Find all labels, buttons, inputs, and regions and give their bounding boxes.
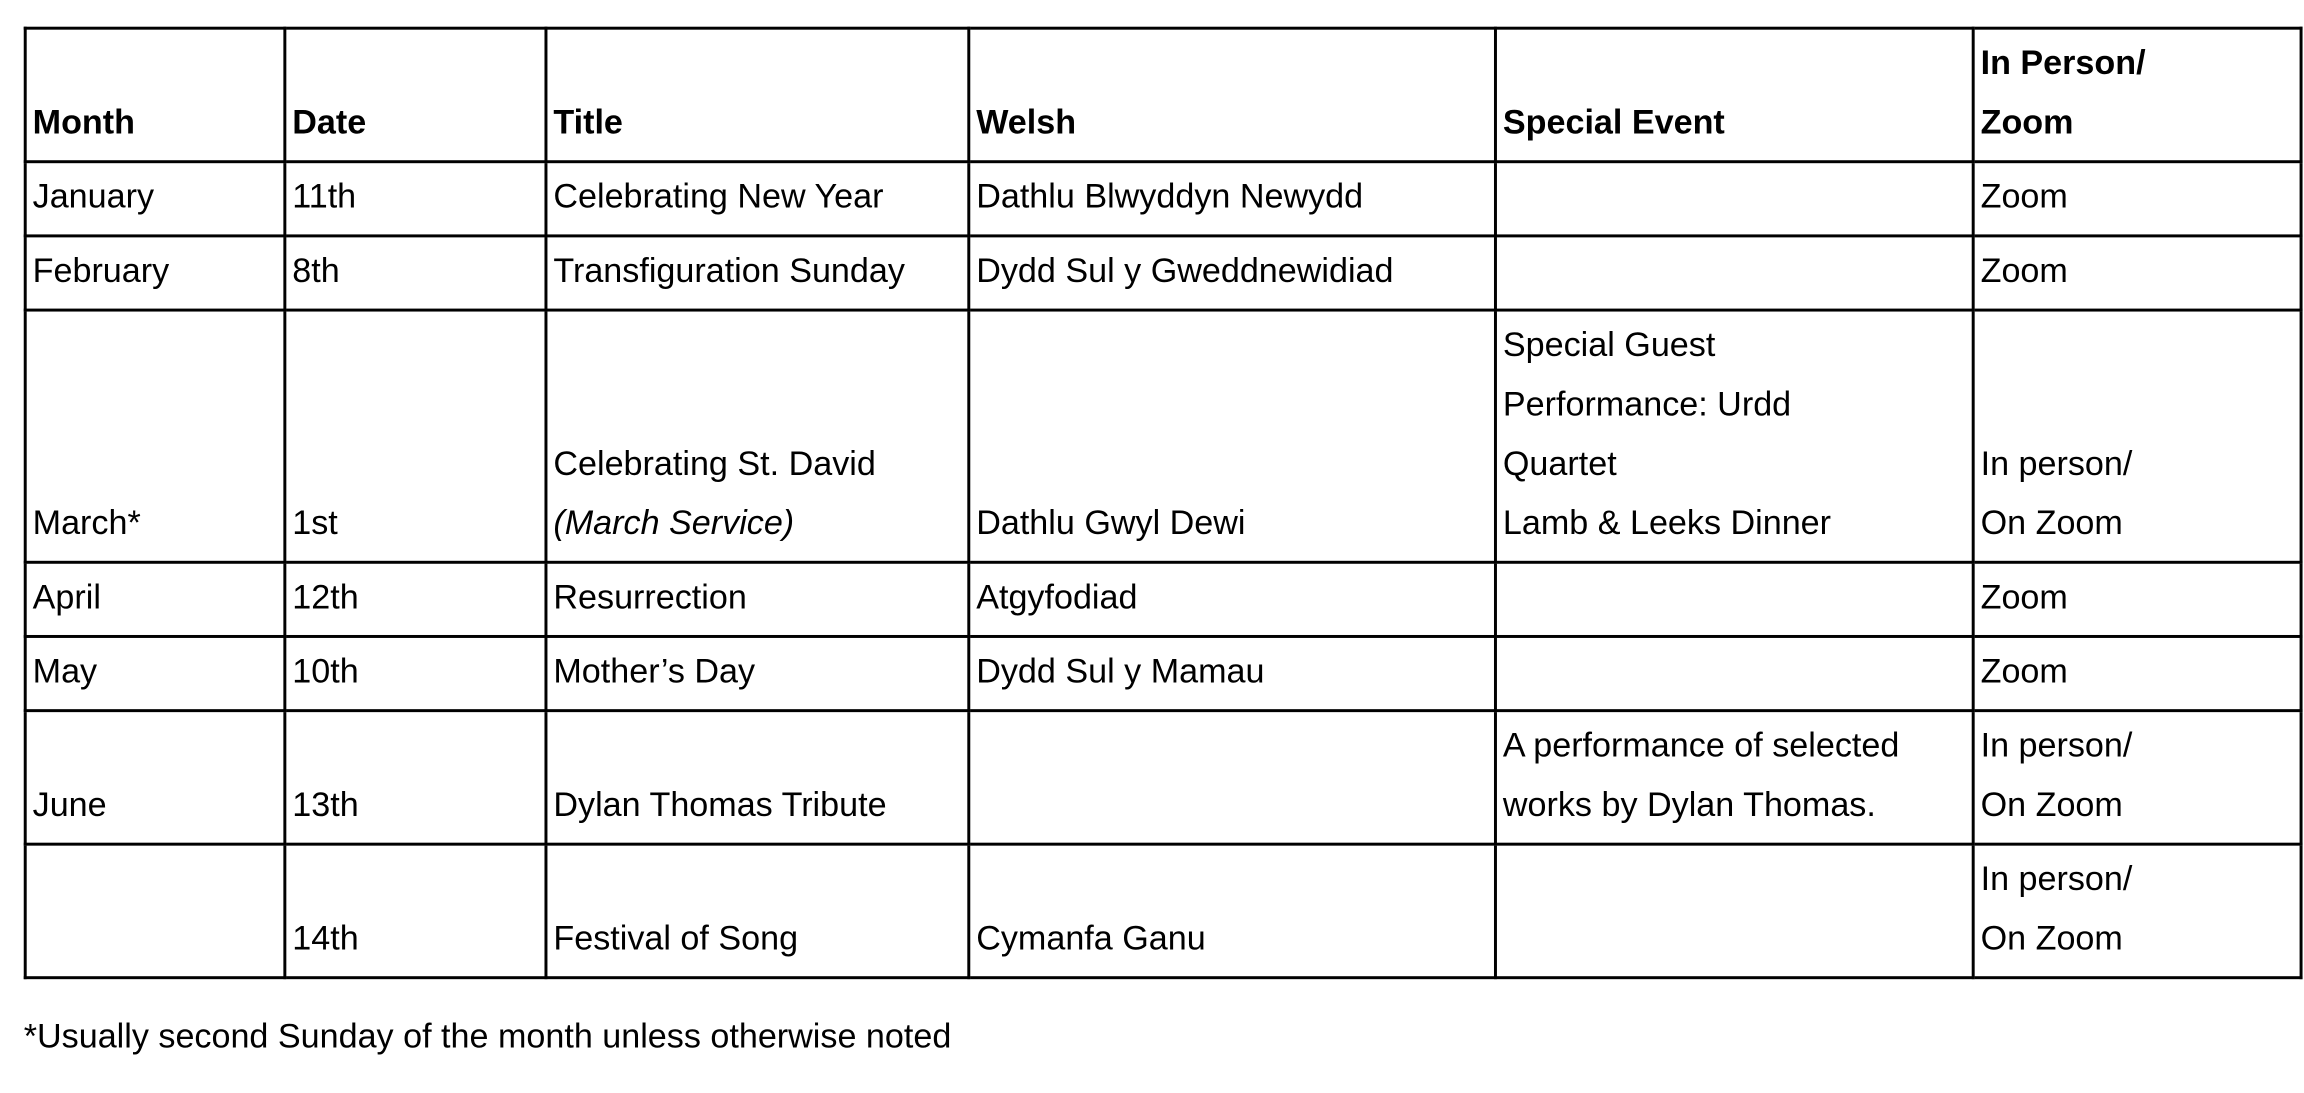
cell-special-event	[1495, 236, 1973, 310]
footnote: *Usually second Sunday of the month unless otherwise noted	[23, 1016, 952, 1055]
cell-date: 12th	[285, 562, 546, 636]
header-date: Date	[285, 28, 546, 162]
cell-title	[546, 844, 969, 978]
cell-special-event: Special Guest Performance: Urdd Quartet Lamb & Leeks Dinner	[1495, 310, 1973, 562]
title-text: Resurrection	[553, 577, 747, 616]
cell-attendance: Zoom	[1973, 636, 2301, 710]
cell-title	[546, 310, 969, 562]
cell-welsh: Dathlu Gwyl Dewi	[969, 310, 1496, 562]
cell-title	[546, 711, 969, 845]
cell-month: June	[25, 711, 285, 845]
cell-attendance: In person/ On Zoom	[1973, 844, 2301, 978]
cell-date: 13th	[285, 711, 546, 845]
table-row	[25, 310, 2301, 562]
header-row	[25, 28, 2301, 162]
cell-welsh: Dathlu Blwyddyn Newydd	[969, 162, 1496, 236]
table-row	[25, 636, 2301, 710]
header-welsh: Welsh	[969, 28, 1496, 162]
title-text: Festival of Song	[553, 918, 799, 957]
cell-welsh: Dydd Sul y Mamau	[969, 636, 1496, 710]
cell-special-event	[1495, 844, 1973, 978]
table-row	[25, 844, 2301, 978]
header-title: Title	[546, 28, 969, 162]
cell-date: 14th	[285, 844, 546, 978]
title-text: Celebrating New Year	[553, 176, 884, 216]
cell-welsh: Atgyfodiad	[969, 562, 1496, 636]
cell-special-event	[1495, 562, 1973, 636]
cell-attendance: Zoom	[1973, 236, 2301, 310]
cell-month: March*	[25, 310, 285, 562]
title-text: Celebrating St. David	[553, 443, 876, 483]
cell-date: 11th	[285, 162, 546, 236]
cell-date: 10th	[285, 636, 546, 710]
cell-month: April	[25, 562, 285, 636]
cell-special-event	[1495, 162, 1973, 236]
cell-date: 1st	[285, 310, 546, 562]
title-note: (March Service)	[553, 502, 795, 542]
cell-title	[546, 562, 969, 636]
cell-date: 8th	[285, 236, 546, 310]
title-text: Dylan Thomas Tribute	[553, 784, 887, 824]
title-text: Transfiguration Sunday	[553, 250, 905, 290]
cell-month: May	[25, 636, 285, 710]
cell-welsh	[969, 711, 1496, 845]
header-month: Month	[25, 28, 285, 162]
cell-special-event	[1495, 636, 1973, 710]
cell-welsh: Dydd Sul y Gweddnewidiad	[969, 236, 1496, 310]
table-row	[25, 236, 2301, 310]
cell-attendance: Zoom	[1973, 562, 2301, 636]
cell-welsh: Cymanfa Ganu	[969, 844, 1496, 978]
header-special-event: Special Event	[1495, 28, 1973, 162]
title-text: Mother’s Day	[553, 651, 756, 690]
cell-special-event: A performance of selected works by Dylan Thomas.	[1495, 711, 1973, 845]
cell-attendance: In person/ On Zoom	[1973, 711, 2301, 845]
cell-attendance: In person/ On Zoom	[1973, 310, 2301, 562]
schedule-table	[24, 27, 2303, 979]
cell-title	[546, 236, 969, 310]
table-row	[25, 562, 2301, 636]
cell-attendance: Zoom	[1973, 162, 2301, 236]
cell-month: January	[25, 162, 285, 236]
table-row	[25, 162, 2301, 236]
cell-title	[546, 636, 969, 710]
table-row	[25, 711, 2301, 845]
header-attendance: In Person/ Zoom	[1973, 28, 2301, 162]
cell-month	[25, 844, 285, 978]
cell-month: February	[25, 236, 285, 310]
cell-title	[546, 162, 969, 236]
